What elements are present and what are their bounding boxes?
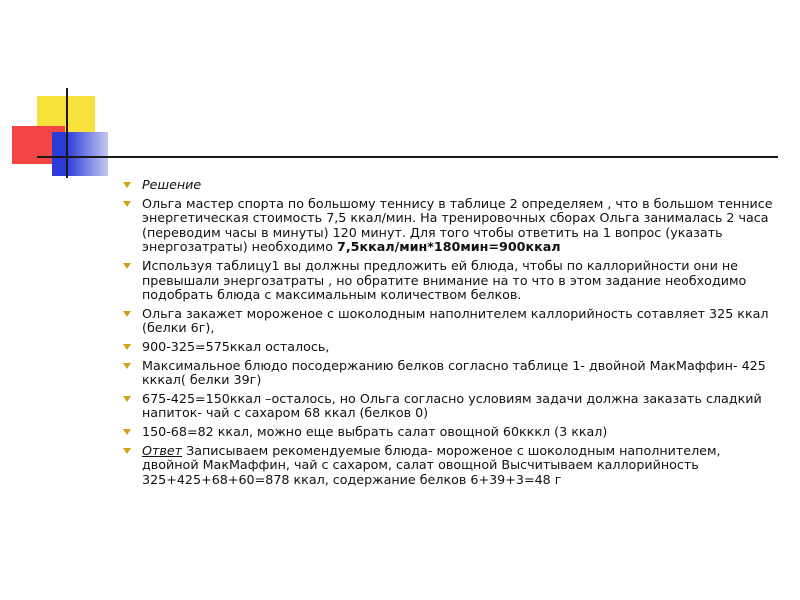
item-text: Записываем рекомендуемые блюда- мороженое с шоколодным наполнителем, двойной МакМаффин, чай с сахаром, салат овощной Высчитываем каллорийность 325+425+68+60=878 ккал, содержание белков 6+39+3=48 г [142, 442, 721, 487]
item-text: Ольга закажет мороженое с шоколодным наполнителем каллорийность сотавляет 325 ккал (белки 6г), [142, 305, 769, 336]
bullet-icon [123, 363, 131, 369]
bullet-icon [123, 311, 131, 317]
list-item-heading [122, 178, 774, 193]
item-text: Ольга мастер спорта по большому теннису в таблице 2 определяем , что в большом теннисе энергетическая стоимость 7,5 ккал/мин. На тренировочных сборах Ольга занималась 2 часа (переводим часы в минуты) 120 минут. Для того чтобы ответить на 1 вопрос (указать энергозатраты) необходимо [142, 195, 773, 255]
list-item [122, 392, 774, 421]
item-text: Максимальное блюдо посодержанию белков согласно таблице 1- двойной МакМаффин- 425 кккал( белки 39г) [142, 357, 766, 388]
item-text: Используя таблицу1 вы должны предложить ей блюда, чтобы по каллорийности они не превышали энергозатраты , но обратите внимание на то что в этом задание необходимо подобрать блюда с максимальным количеством белков. [142, 257, 747, 303]
bullet-icon [123, 344, 131, 350]
bullet-icon [123, 429, 131, 435]
list-item-answer [122, 444, 774, 488]
bullet-icon [123, 182, 131, 188]
bullet-icon [123, 396, 131, 402]
answer-label: Ответ [142, 442, 183, 458]
decor-vertical-line [66, 88, 68, 178]
energy-formula: 7,5ккал/мин*180мин=900ккал [337, 239, 561, 255]
decor-horizontal-line [37, 156, 778, 158]
item-text: 150-68=82 ккал, можно еще выбрать салат овощной 60кккл (3 ккал) [142, 423, 608, 439]
list-item [122, 307, 774, 336]
list-item [122, 425, 774, 440]
list-item [122, 259, 774, 303]
solution-list [122, 178, 774, 491]
bullet-icon [123, 448, 131, 454]
decor-blue-fade [66, 132, 110, 176]
list-item [122, 197, 774, 255]
solution-heading: Решение [142, 177, 202, 192]
item-text: 675-425=150ккал –осталось, но Ольга согласно условиям задачи должна заказать сладкий напиток- чай с сахаром 68 ккал (белков 0) [142, 390, 762, 421]
item-text: 900-325=575ккал осталось, [142, 338, 330, 354]
list-item [122, 359, 774, 388]
bullet-icon [123, 263, 131, 269]
list-item [122, 340, 774, 355]
bullet-icon [123, 201, 131, 207]
